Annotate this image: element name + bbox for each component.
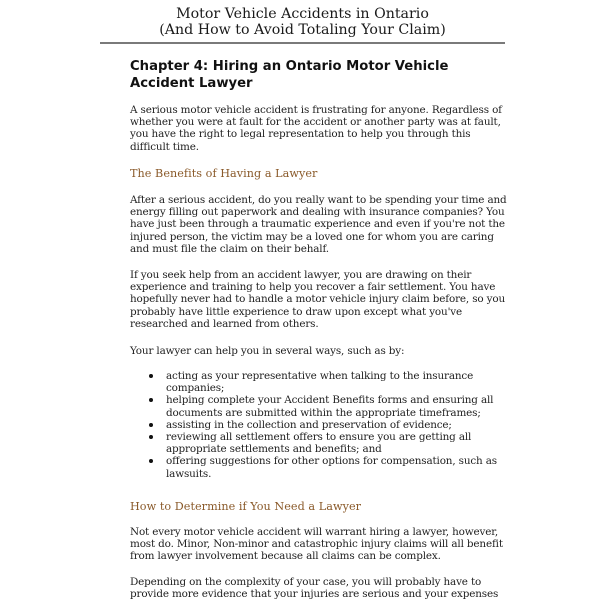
determine-paragraph-1: Not every motor vehicle accident will warrant hiring a lawyer, however, most do. Minor, Non-minor and catastrophic injury claims will all benefit from lawyer involvement because all claims can be complex. [130, 526, 503, 563]
bullet-icon [149, 374, 153, 378]
list-item [130, 455, 510, 479]
header-subtitle: (And How to Avoid Totaling Your Claim) [159, 22, 446, 38]
intro-paragraph: A serious motor vehicle accident is frustrating for anyone. Regardless of whether you were at fault for the accident or another party was at fault, you have the right to legal representation to help you through this difficult time. [130, 104, 502, 153]
determine-paragraph-2: Depending on the complexity of your case, you will probably have to provide more evidence that your injuries are serious and your expenses [130, 576, 499, 600]
list-item [130, 394, 510, 418]
bullet-icon [149, 398, 153, 402]
bullet-icon [149, 459, 153, 463]
bullet-icon [149, 423, 153, 427]
header-rule [100, 42, 505, 44]
lawyer-help-list [130, 370, 510, 480]
section-heading-benefits: The Benefits of Having a Lawyer [130, 167, 318, 180]
list-item [130, 419, 510, 431]
benefits-paragraph-1: After a serious accident, do you really want to be spending your time and energy filling out paperwork and dealing with insurance companies? You have just been through a traumatic experience and even if you're not the injured person, the victim may be a loved one for whom you are caring and must file the claim on their behalf. [130, 194, 507, 255]
list-item-text: helping complete your Accident Benefits forms and ensuring all documents are submitted within the appropriate timeframes; [166, 394, 494, 419]
chapter-title: Chapter 4: Hiring an Ontario Motor Vehicle Accident Lawyer [130, 59, 449, 91]
list-item [130, 370, 510, 394]
list-item-text: acting as your representative when talking to the insurance companies; [166, 370, 474, 395]
bullet-icon [149, 435, 153, 439]
benefits-paragraph-3: Your lawyer can help you in several ways, such as by: [130, 345, 405, 357]
header-title: Motor Vehicle Accidents in Ontario [176, 6, 429, 22]
list-item-text: reviewing all settlement offers to ensure you are getting all appropriate settlements and benefits; and [166, 431, 472, 456]
running-header [100, 6, 505, 44]
list-item [130, 431, 510, 455]
list-item-text: assisting in the collection and preservation of evidence; [166, 418, 452, 431]
benefits-paragraph-2: If you seek help from an accident lawyer, you are drawing on their experience and training to help you recover a fair settlement. You have hopefully never had to handle a motor vehicle injury claim before, so you probably have little experience to draw upon except what you've researched and learned from others. [130, 269, 506, 330]
section-heading-determine: How to Determine if You Need a Lawyer [130, 500, 362, 513]
list-item-text: offering suggestions for other options for compensation, such as lawsuits. [166, 455, 497, 480]
